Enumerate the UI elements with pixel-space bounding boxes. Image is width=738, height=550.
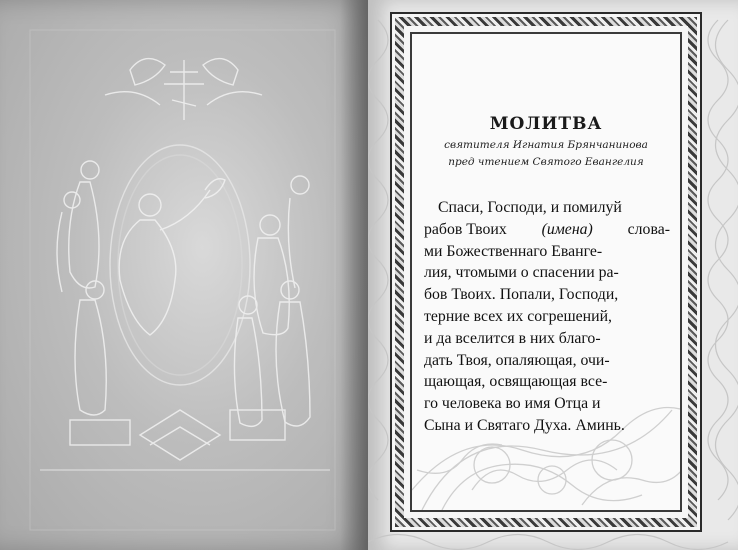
left-page	[0, 0, 368, 550]
prayer-line-part: слова-	[627, 220, 670, 238]
prayer-line-part: рабов Твоих	[424, 220, 507, 238]
prayer-line: Спаси, Господи, и помилуй	[438, 199, 622, 216]
prayer-line: лия, чтомыми о спасении ра-	[424, 264, 619, 282]
prayer-line: Сына и Святаго Духа. Аминь.	[424, 416, 625, 434]
prayer-subtitle	[412, 137, 680, 171]
ornamental-frame	[390, 12, 702, 532]
prayer-line: терние всех их согрешений,	[424, 307, 612, 325]
prayer-line-names: (имена)	[541, 220, 593, 238]
prayer-line: и да вселится в них благо-	[424, 329, 601, 347]
prayer-body	[424, 197, 670, 437]
subtitle-line: пред чтением Святого Евангелия	[448, 156, 644, 168]
subtitle-line: святителя Игнатия Брянчанинова	[444, 139, 648, 151]
prayer-title: МОЛИТВА	[489, 114, 603, 134]
prayer-line	[424, 219, 670, 241]
prayer-line: бов Твоих. Попали, Господи,	[424, 286, 619, 304]
prayer-line: ми Божественнаго Еванге-	[424, 242, 603, 260]
prayer-line: дать Твоя, опаляющая, очи-	[424, 351, 610, 369]
prayer-line: го человека во имя Отца и	[424, 395, 601, 413]
frame-content	[410, 32, 682, 512]
prayer-line: щающая, освящающая все-	[424, 373, 608, 391]
embossed-icon-image	[0, 0, 368, 550]
